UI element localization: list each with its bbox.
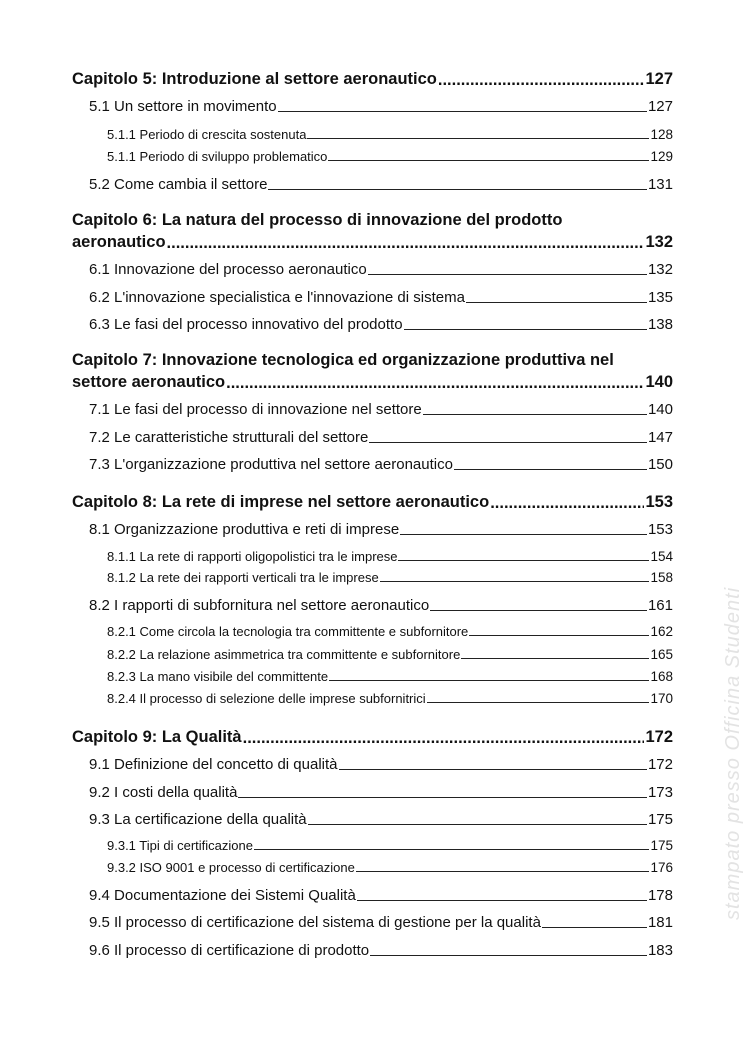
toc-section-entry[interactable] [89,401,673,418]
toc-section-entry[interactable] [89,887,673,904]
toc-entry-title: 9.1 Definizione del concetto di qualità [89,756,338,773]
toc-section-entry[interactable] [89,756,673,773]
toc-chapter-entry[interactable] [72,493,673,512]
toc-leader [243,732,645,747]
toc-entry-title: 5.1.1 Periodo di sviluppo problematico [107,149,328,164]
toc-entry-title: 6.2 L'innovazione specialistica e l'innovazione di sistema [89,289,465,306]
toc-leader [370,955,647,956]
toc-entry-title: 5.2 Come cambia il settore [89,176,268,193]
toc-page-number: 135 [647,289,673,306]
toc-section-entry[interactable] [89,289,673,306]
toc-page-number: 181 [647,914,673,931]
toc-section-entry[interactable] [89,176,673,193]
toc-section-entry[interactable] [89,942,673,959]
toc-leader [404,329,647,330]
toc-subsection-entry[interactable] [107,127,673,142]
toc-leader [466,302,647,303]
toc-page-number: 175 [647,811,673,828]
toc-page-number: 127 [645,70,673,88]
toc-entry-title: Capitolo 9: La Qualità [72,728,242,746]
toc-leader [438,74,645,89]
toc-page-number: 173 [647,784,673,801]
toc-page-number: 147 [647,429,673,446]
toc-page-number: 131 [647,176,673,193]
toc-entry-title: 8.2.1 Come circola la tecnologia tra committente e subfornitore [107,624,469,639]
toc-leader [430,610,647,611]
toc-leader [490,497,644,512]
toc-entry-title: settore aeronautico [72,373,226,391]
toc-page-number: 172 [645,728,673,746]
toc-page-number: 178 [647,887,673,904]
toc-entry-title: 8.2 I rapporti di subfornitura nel settore aeronautico [89,597,430,614]
toc-section-entry[interactable] [89,261,673,278]
toc-entry-title: 9.6 Il processo di certificazione di prodotto [89,942,370,959]
toc-entry-title: 9.3 La certificazione della qualità [89,811,307,828]
toc-leader [278,111,647,112]
toc-entry-title: 9.4 Documentazione dei Sistemi Qualità [89,887,356,904]
toc-subsection-entry[interactable] [107,838,673,853]
toc-entry-title: 6.3 Le fasi del processo innovativo del prodotto [89,316,403,333]
toc-leader [461,658,649,659]
toc-page-number: 172 [647,756,673,773]
toc-entry-title: aeronautico [72,233,166,251]
toc-page-number: 153 [645,493,673,511]
toc-section-entry[interactable] [89,784,673,801]
toc-section-entry[interactable] [89,521,673,538]
toc-chapter-entry[interactable] [72,70,673,89]
toc-page-number: 150 [647,456,673,473]
toc-leader [400,534,647,535]
toc-subsection-entry[interactable] [107,860,673,875]
toc-subsection-entry[interactable] [107,549,673,564]
toc-page-number: 138 [647,316,673,333]
toc-section-entry[interactable] [89,98,673,115]
toc-page-number: 158 [650,570,673,585]
toc-entry-title: 9.2 I costi della qualità [89,784,238,801]
toc-entry-title: 8.2.3 La mano visibile del committente [107,669,329,684]
toc-entry-title: 8.1 Organizzazione produttiva e reti di imprese [89,521,400,538]
toc-leader [423,414,647,415]
toc-page-number: 140 [647,401,673,418]
toc-leader [254,849,650,850]
toc-page-number: 170 [650,691,673,706]
toc-leader [268,189,647,190]
toc-entry-title: Capitolo 8: La rete di imprese nel settore aeronautico [72,493,490,511]
toc-chapter-title-line1: Capitolo 7: Innovazione tecnologica ed organizzazione produttiva nel [72,351,614,369]
toc-leader [542,927,647,928]
toc-entry-title: 9.3.2 ISO 9001 e processo di certificazione [107,860,355,875]
toc-page-number: 165 [650,647,673,662]
watermark [700,540,744,920]
toc-entry-title: 7.1 Le fasi del processo di innovazione nel settore [89,401,422,418]
toc-page-number: 161 [647,597,673,614]
toc-chapter-entry[interactable] [72,373,673,392]
toc-section-entry[interactable] [89,811,673,828]
toc-chapter-entry[interactable] [72,233,673,252]
toc-leader [226,377,644,392]
toc-entry-title: 9.5 Il processo di certificazione del sistema di gestione per la qualità [89,914,541,931]
toc-entry-title: 6.1 Innovazione del processo aeronautico [89,261,367,278]
toc-section-entry[interactable] [89,316,673,333]
toc-subsection-entry[interactable] [107,570,673,585]
toc-page-number: 132 [645,233,673,251]
toc-leader [369,442,647,443]
watermark-text: stampato presso Officina Studenti [722,586,744,920]
toc-entry-title: 7.2 Le caratteristiche strutturali del settore [89,429,369,446]
toc-leader [308,824,647,825]
toc-page-number: 129 [650,149,673,164]
toc-entry-title: 8.2.2 La relazione asimmetrica tra committente e subfornitore [107,647,461,662]
toc-leader [398,560,649,561]
toc-page-number: 127 [647,98,673,115]
toc-page-number: 140 [645,373,673,391]
toc-section-entry[interactable] [89,597,673,614]
toc-subsection-entry[interactable] [107,647,673,662]
toc-entry-title: 5.1.1 Periodo di crescita sostenuta [107,127,307,142]
toc-subsection-entry[interactable] [107,624,673,639]
toc-leader [238,797,647,798]
toc-leader [368,274,647,275]
toc-subsection-entry[interactable] [107,669,673,684]
toc-chapter-title-line1: Capitolo 6: La natura del processo di innovazione del prodotto [72,211,563,229]
toc-page-number: 168 [650,669,673,684]
toc-page-number: 176 [650,860,673,875]
toc-section-entry[interactable] [89,429,673,446]
toc-page-number: 175 [650,838,673,853]
toc-leader [454,469,647,470]
toc-leader [357,900,647,901]
toc-page-number: 128 [650,127,673,142]
toc-page-number: 162 [650,624,673,639]
toc-subsection-entry[interactable] [107,691,673,706]
toc-leader [167,237,645,252]
toc-entry-title: Capitolo 5: Introduzione al settore aeronautico [72,70,437,88]
toc-entry-title: 8.1.2 La rete dei rapporti verticali tra le imprese [107,570,379,585]
toc-leader [356,871,650,872]
toc-chapter-entry[interactable] [72,728,673,747]
toc-entry-title: 7.3 L'organizzazione produttiva nel settore aeronautico [89,456,453,473]
toc-subsection-entry[interactable] [107,149,673,164]
toc-entry-title: 8.2.4 Il processo di selezione delle imprese subfornitrici [107,691,426,706]
toc-page-number: 153 [647,521,673,538]
toc-entry-title: 5.1 Un settore in movimento [89,98,277,115]
toc-section-entry[interactable] [89,456,673,473]
toc-section-entry[interactable] [89,914,673,931]
toc-leader [307,138,649,139]
toc-entry-title: 9.3.1 Tipi di certificazione [107,838,253,853]
toc-leader [328,160,649,161]
toc-leader [329,680,649,681]
toc-leader [469,635,649,636]
toc-entry-title: 8.1.1 La rete di rapporti oligopolistici tra le imprese [107,549,398,564]
toc-leader [380,581,650,582]
toc-leader [427,702,650,703]
toc-leader [339,769,647,770]
toc-page-number: 132 [647,261,673,278]
toc-page-number: 183 [647,942,673,959]
toc-page-number: 154 [650,549,673,564]
